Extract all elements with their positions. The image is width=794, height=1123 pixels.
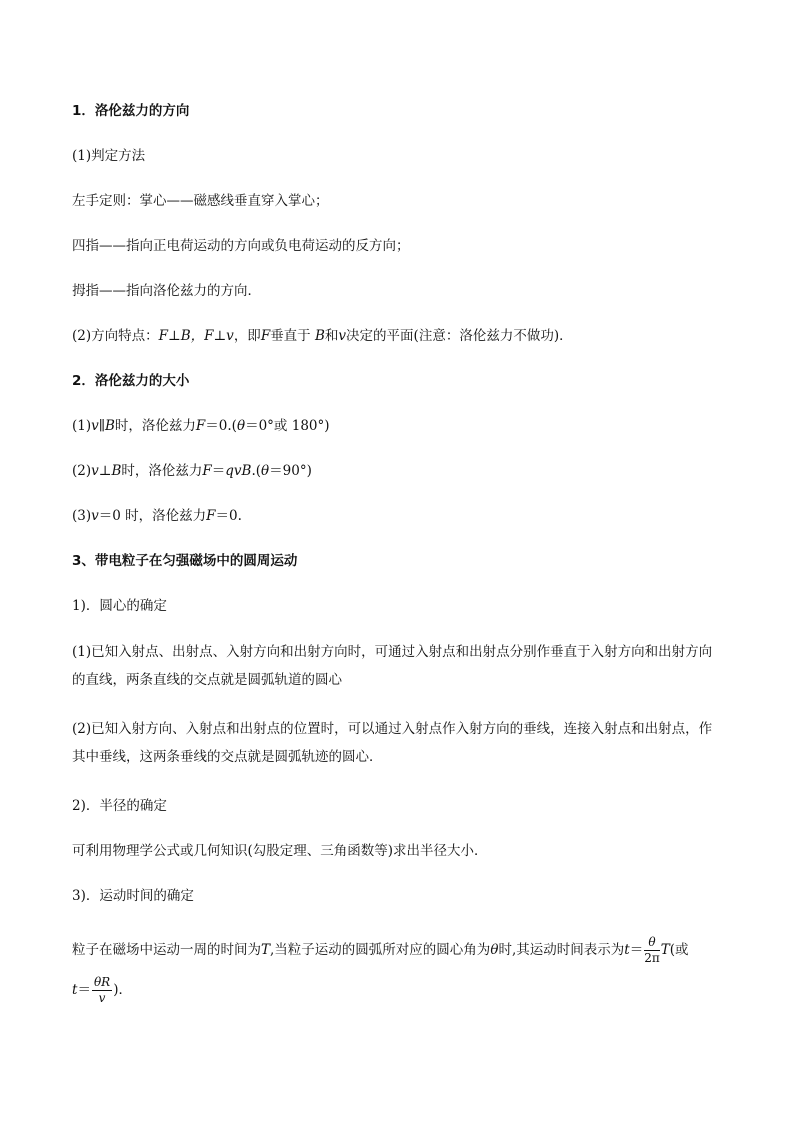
heading-circular-motion: 3、带电粒子在匀强磁场中的圆周运动 xyxy=(72,553,298,569)
fraction-thetaR-over-v: $\frac{\theta R}{v}$ xyxy=(93,975,111,1005)
left-hand-rule-palm: 左手定则：掌心——磁感线垂直穿入掌心； xyxy=(72,193,329,209)
center-method-2: (2)已知入射方向、入射点和出射点的位置时，可以通过入射点作入射方向的垂线，连接入射点和出射点，作其中垂线，这两条垂线的交点就是圆弧轨迹的圆心． xyxy=(72,721,713,765)
magnitude-parallel: (1)v∥B时，洛伦兹力F＝0.(θ＝0°或 180°) xyxy=(72,418,330,434)
center-method-1: (1)已知入射点、出射点、入射方向和出射方向时，可通过入射点和出射点分别作垂直于入射方向和出射方向的直线，两条直线的交点就是圆弧轨道的圆心 xyxy=(72,644,713,688)
subheading-time: 3)．运动时间的确定 xyxy=(72,888,194,904)
subheading-radius: 2)．半径的确定 xyxy=(72,798,167,814)
direction-characteristics: (2)方向特点：F⊥B，F⊥v，即F垂直于 B和v决定的平面(注意：洛伦兹力不做功)． xyxy=(72,328,573,344)
left-hand-rule-fingers: 四指——指向正电荷运动的方向或负电荷运动的反方向； xyxy=(72,238,410,254)
magnitude-zero-velocity: (3)v＝0 时，洛伦兹力F＝0. xyxy=(72,508,242,524)
left-hand-rule-thumb: 拇指——指向洛伦兹力的方向． xyxy=(72,283,261,299)
magnitude-perpendicular: (2)v⊥B时，洛伦兹力F＝qvB.(θ＝90°) xyxy=(72,463,312,479)
fraction-theta-over-2pi: $\frac{\theta}{2\pi}$ xyxy=(644,935,660,965)
heading-magnitude: 2．洛伦兹力的大小 xyxy=(72,373,190,389)
judgment-method: (1)判定方法 xyxy=(72,148,146,164)
heading-direction: 1．洛伦兹力的方向 xyxy=(72,103,190,119)
radius-method: 可利用物理学公式或几何知识(勾股定理、三角函数等)求出半径大小． xyxy=(72,843,488,859)
subheading-center: 1)．圆心的确定 xyxy=(72,598,167,614)
time-formula: 粒子在磁场中运动一周的时间为T,当粒子运动的圆弧所对应的圆心角为θ时,其运动时间表示为t＝ $\frac{\theta}{2\pi}$ T(或 t＝ $\frac{\theta R}{v}$ )． xyxy=(72,935,689,1005)
